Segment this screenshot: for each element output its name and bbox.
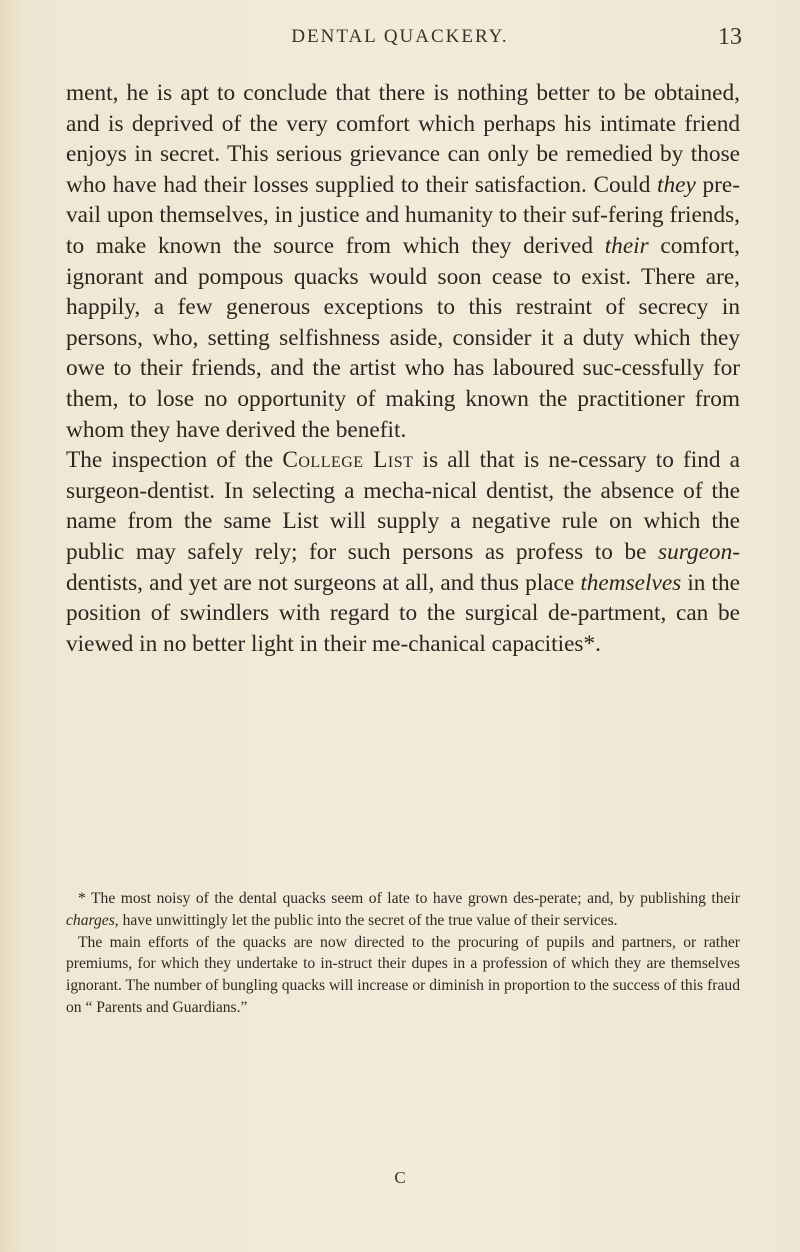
paragraph1-run: ment, he is apt to conclude that there is nothing better to be obtained, and is deprived of the very comfort which perhaps his intimate friend enjoys in secret. This serious grievance can only be remedied by those who have had their losses supplied to their satisfaction. Could [66, 80, 740, 198]
signature-mark: C [394, 1168, 406, 1187]
paragraph1-run: comfort, ignorant and pompous quacks would soon cease to exist. There are, happily, a few generous exceptions to this restraint of secrecy in persons, who, setting selfishness aside, consider it a duty which they owe to their friends, and the artist who has laboured suc-cessfully for them, to lose no opportunity of making known the practitioner from whom they have derived the benefit. [66, 232, 740, 443]
running-head [0, 26, 800, 56]
paragraph2-run: surgeon [658, 538, 733, 565]
page-number: 13 [718, 24, 742, 50]
paragraph2-run: themselves [580, 569, 682, 596]
paragraph2-run: College List [282, 447, 414, 474]
footnote1-run: , have unwittingly let the public into the secret of the true value of their services. [114, 911, 618, 929]
footnote-1 [66, 888, 740, 932]
paragraph1-run: their [604, 232, 649, 259]
footnote-2 [66, 932, 740, 1019]
footnote1-run: * The most noisy of the dental quacks seem of late to have grown des-perate; and, by publishing their [78, 890, 740, 907]
running-title: DENTAL QUACKERY. [291, 26, 509, 47]
paragraph1-run: they [657, 171, 696, 198]
paragraph2-run: The inspection of the [66, 447, 283, 474]
paragraph-2 [66, 445, 740, 659]
body-text [66, 78, 740, 659]
paragraph2-run: is all that is ne-cessary to find a surgeon-dentist. In selecting a mecha-nical dentist, the absence of the name from the same List will supply a negative rule on which the public may safely rely; for such persons as profess to be [66, 447, 740, 565]
paragraph2-run: in the position of swindlers with regard to the surgical de-partment, can be viewed in no better light in their me-chanical capacities*. [66, 569, 741, 657]
paragraph1-run: pre-vail upon themselves, in justice and humanity to their suf-fering friends, to make known the source from which they derived [66, 171, 740, 259]
paragraph2-run: -dentists, and yet are not surgeons at all, and thus place [66, 538, 740, 596]
footnote1-run: charges [66, 911, 115, 929]
paragraph-1 [66, 78, 740, 445]
footnotes [66, 888, 740, 1019]
footnote2-run: The main efforts of the quacks are now directed to the procuring of pupils and partners, or rather premiums, for which they undertake to in-struct their dupes in a profession of which they are themselves ignorant. The number of bungling quacks will increase or diminish in proportion to the success of this fraud on “ Parents and Guardians.” [66, 933, 740, 1016]
